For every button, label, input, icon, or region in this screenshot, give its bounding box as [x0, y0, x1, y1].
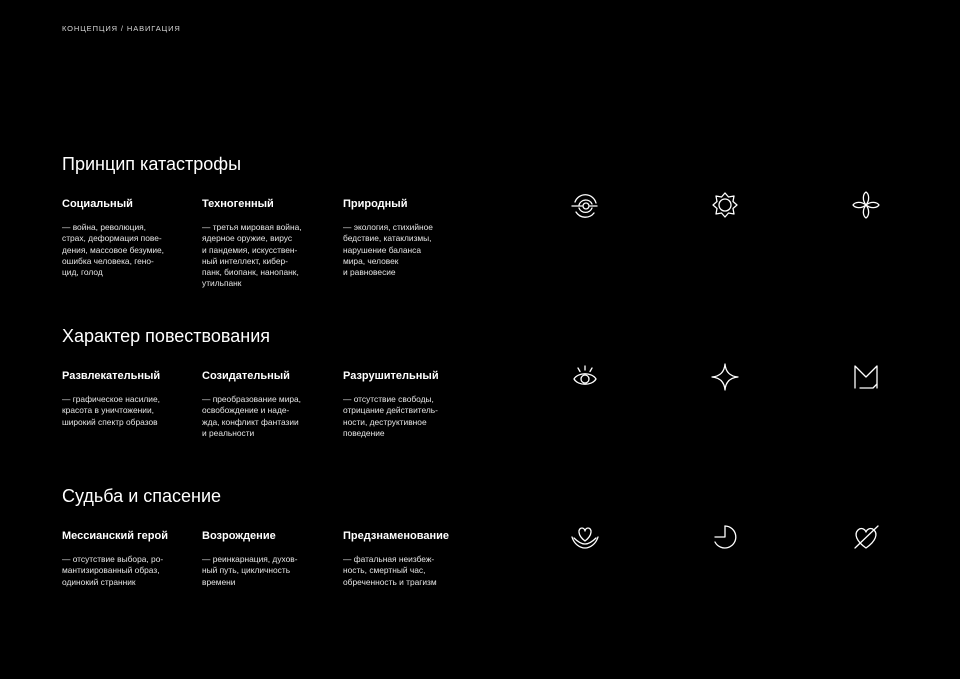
- column-technogenic: [202, 198, 327, 290]
- sparkle-star-icon: [710, 362, 740, 392]
- column-description: — фатальная неизбеж- ность, смертный час, обреченность и трагизм: [343, 554, 437, 587]
- sun-gear-icon: [710, 190, 740, 220]
- column-messianic-hero: [62, 530, 187, 588]
- column-description: — отсутствие выбора, ро- мантизированный образ, одинокий странник: [62, 554, 164, 587]
- section-title: Принцип катастрофы: [62, 154, 242, 174]
- column-title: Техногенный: [202, 198, 274, 210]
- column-description: — третья мировая война, ядерное оружие, вирус и пандемия, искусствен- ный интеллект, кибер- панк, биопанк, нанопанк, утильпанк: [202, 222, 302, 289]
- crossed-heart-icon: [851, 522, 881, 552]
- column-title: Социальный: [62, 198, 133, 210]
- column-title: Развлекательный: [62, 370, 161, 382]
- column-creative: [202, 370, 327, 439]
- section-title: Судьба и спасение: [62, 486, 222, 506]
- clock-arc-icon: [710, 522, 740, 552]
- column-natural: [343, 198, 468, 278]
- column-description: — преобразование мира, освобождение и наде- жда, конфликт фантазии и реальности: [202, 394, 302, 438]
- column-description: — экология, стихийное бедствие, катаклизмы, нарушение баланса мира, человек и равновесие: [343, 222, 433, 278]
- column-title: Мессианский герой: [62, 530, 168, 542]
- section-title: Характер повествования: [62, 326, 271, 346]
- column-omen: [343, 530, 468, 588]
- target-eye-icon: [570, 190, 600, 220]
- column-title: Природный: [343, 198, 408, 210]
- column-description: — отсутствие свободы, отрицание действитель- ности, деструктивное поведение: [343, 394, 438, 438]
- eye-rays-icon: [570, 362, 600, 392]
- column-description: — реинкарнация, духов- ный путь, цикличность времени: [202, 554, 298, 587]
- broken-m-icon: [851, 362, 881, 392]
- column-title: Предзнаменование: [343, 530, 449, 542]
- column-rebirth: [202, 530, 327, 588]
- flower-cross-icon: [851, 190, 881, 220]
- column-entertaining: [62, 370, 187, 428]
- breadcrumb: КОНЦЕПЦИЯ / НАВИГАЦИЯ: [62, 24, 181, 33]
- column-title: Разрушительный: [343, 370, 439, 382]
- column-social: [62, 198, 187, 278]
- column-title: Возрождение: [202, 530, 276, 542]
- column-destructive: [343, 370, 468, 439]
- column-description: — война, революция, страх, деформация пове- дения, массовое безумие, ошибка человека, гено- цид, голод: [62, 222, 165, 278]
- column-title: Созидательный: [202, 370, 290, 382]
- heart-hands-icon: [570, 522, 600, 552]
- column-description: — графическое насилие, красота в уничтожении, широкий спектр образов: [62, 394, 160, 427]
